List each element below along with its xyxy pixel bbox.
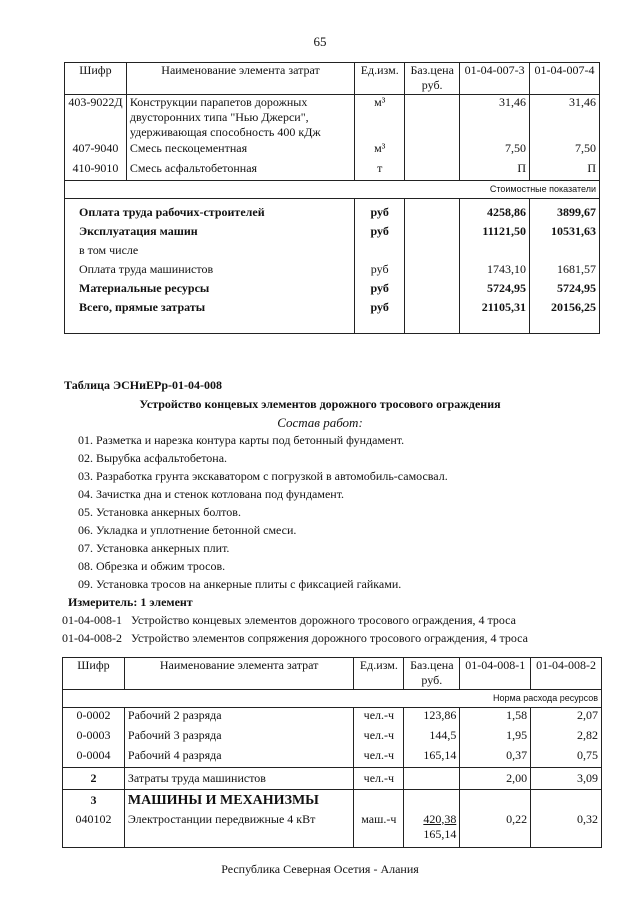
item-line: 01-04-008-2 Устройство элементов сопряжения дорожного тросового ограждения, 4 троса [62,631,528,645]
row-code: 0-0003 [63,728,125,748]
works-title: Состав работ: [277,415,363,430]
table-row [63,728,602,748]
summary-name: Эксплуатация машин [65,224,355,243]
row-code: 0-0004 [63,748,125,768]
summary-name: Всего, прямые затраты [65,300,355,334]
row-code: 2 [63,768,125,790]
row-value-2: 31,46 [530,95,600,141]
summary-value-2: 10531,63 [530,224,600,243]
work-item: 06. Укладка и уплотнение бетонной смеси. [78,523,297,537]
work-item: 03. Разработка грунта экскаватором с погрузкой в автомобиль-самосвал. [78,469,448,483]
header-unit: Ед.изм. [355,63,405,95]
row-unit: чел.-ч [354,728,404,748]
row-value-2: 2,82 [531,728,602,748]
meter-label: Измеритель: 1 элемент [68,595,193,609]
summary-unit: руб [355,281,405,300]
row-name: Смесь асфальтобетонная [126,161,354,181]
table-row [65,161,600,181]
row-unit: м³ [355,141,405,161]
row-name: Рабочий 4 разряда [124,748,353,768]
summary-name: Материальные ресурсы [65,281,355,300]
header-price: Баз.цена руб. [404,658,460,690]
section-label: Стоимостные показатели [65,181,600,199]
row-code: 040102 [63,812,125,848]
summary-value-1: 11121,50 [460,224,530,243]
row-value-1: 1,58 [460,708,531,728]
header-unit: Ед.изм. [354,658,404,690]
work-item: 07. Установка анкерных плит. [78,541,230,555]
row-code: 3 [63,790,125,812]
table-row [63,812,602,848]
row-value-1: 2,00 [460,768,531,790]
footer-text: Республика Северная Осетия - Алания [221,862,419,876]
row-unit: чел.-ч [354,708,404,728]
work-item: 04. Зачистка дна и стенок котлована под фундамент. [78,487,345,501]
header-col1: 01-04-007-3 [460,63,530,95]
row-name: Электростанции передвижные 4 кВт [124,812,353,848]
header-name: Наименование элемента затрат [124,658,353,690]
header-code: Шифр [63,658,125,690]
summary-name: Оплата труда рабочих-строителей [65,205,355,224]
summary-value-2: 1681,57 [530,262,600,281]
header-code: Шифр [65,63,127,95]
summary-row [65,205,600,224]
header-name: Наименование элемента затрат [126,63,354,95]
row-name: МАШИНЫ И МЕХАНИЗМЫ [124,790,353,812]
row-value-2: 0,75 [531,748,602,768]
table-row [65,141,600,161]
summary-value-1: 1743,10 [460,262,530,281]
row-value-1: 1,95 [460,728,531,748]
row-price: 123,86 [404,708,460,728]
row-name: Затраты труда машинистов [124,768,353,790]
summary-name: Оплата труда машинистов [65,262,355,281]
row-name: Рабочий 2 разряда [124,708,353,728]
section-subtitle: Устройство концевых элементов дорожного тросового ограждения [139,397,501,411]
table-row [63,748,602,768]
page-number: 65 [313,34,327,49]
header-price: Баз.цена руб. [405,63,460,95]
summary-unit: руб [355,262,405,281]
summary-name: в том числе [65,243,355,262]
row-unit: чел.-ч [354,748,404,768]
cost-table-1 [64,62,600,334]
row-price: 144,5 [404,728,460,748]
row-unit: м³ [355,95,405,141]
table-row [65,95,600,141]
row-value-1: 7,50 [460,141,530,161]
row-value-2: 3,09 [531,768,602,790]
summary-value-2: 3899,67 [530,205,600,224]
item-line: 01-04-008-1 Устройство концевых элементов дорожного тросового ограждения, 4 троса [62,613,516,627]
row-unit: чел.-ч [354,768,404,790]
summary-row [65,224,600,243]
section-label: Норма расхода ресурсов [63,690,602,708]
summary-value-1: 21105,31 [460,300,530,334]
summary-row [65,243,600,262]
row-value-1: 0,37 [460,748,531,768]
header-col2: 01-04-008-2 [531,658,602,690]
summary-value-2: 5724,95 [530,281,600,300]
summary-row [65,300,600,334]
row-name: Рабочий 3 разряда [124,728,353,748]
header-col1: 01-04-008-1 [460,658,531,690]
work-item: 09. Установка тросов на анкерные плиты с фиксацией гайками. [78,577,402,591]
row-value-1: 31,46 [460,95,530,141]
row-name: Конструкции парапетов дорожных двусторонних типа "Нью Джерси", удерживающая способность 400 кДж [126,95,354,141]
row-value-2: 2,07 [531,708,602,728]
table-row [63,768,602,790]
table-row [63,708,602,728]
summary-value-2: 20156,25 [530,300,600,334]
row-price: 420,38 [423,811,457,826]
row-value-1: П [460,161,530,181]
table-row [63,790,602,812]
row-code: 403-9022Д [65,95,127,141]
work-item: 02. Вырубка асфальтобетона. [78,451,228,465]
row-code: 410-9010 [65,161,127,181]
row-value-2: 7,50 [530,141,600,161]
header-col2: 01-04-007-4 [530,63,600,95]
row-unit: т [355,161,405,181]
row-value-1: 0,22 [460,812,531,848]
table-title: Таблица ЭСНиЕРр-01-04-008 [64,378,223,392]
summary-row [65,281,600,300]
work-item: 01. Разметка и нарезка контура карты под бетонный фундамент. [78,433,405,447]
row-code: 407-9040 [65,141,127,161]
row-name: Смесь пескоцементная [126,141,354,161]
work-item: 05. Установка анкерных болтов. [78,505,241,519]
row-value-2: П [530,161,600,181]
summary-unit: руб [355,205,405,224]
row-value-2: 0,32 [531,812,602,848]
summary-row [65,262,600,281]
row-price: 165,14 [404,748,460,768]
row-unit: маш.-ч [354,812,404,848]
row-code: 0-0002 [63,708,125,728]
summary-unit: руб [355,300,405,334]
work-item: 08. Обрезка и обжим тросов. [78,559,226,573]
summary-value-1: 5724,95 [460,281,530,300]
summary-unit: руб [355,224,405,243]
resource-table [62,657,602,848]
row-price-2: 165,14 [423,826,457,841]
summary-value-1: 4258,86 [460,205,530,224]
